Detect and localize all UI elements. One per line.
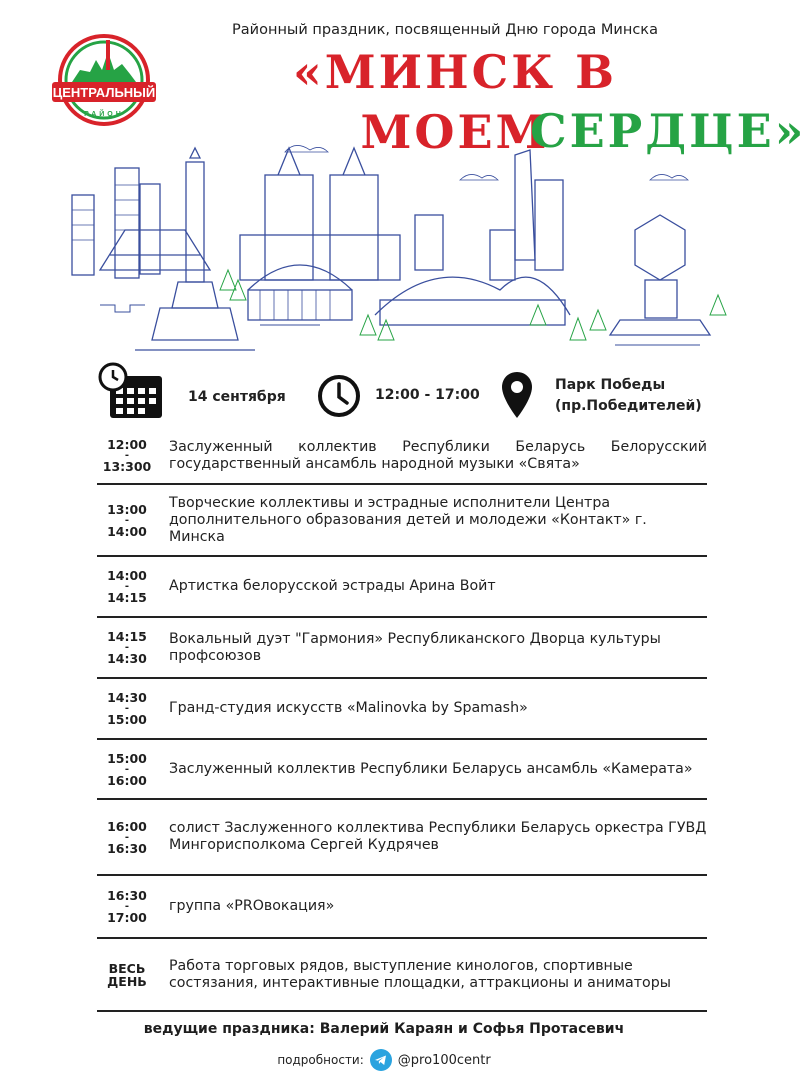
- schedule-row: [97, 740, 707, 800]
- time-end: 14:15: [107, 590, 147, 605]
- schedule-time: 14:30 - 15:00: [107, 690, 147, 727]
- schedule-table: [97, 428, 707, 1012]
- event-place-name: Парк Победы: [555, 377, 666, 393]
- schedule-description: Творческие коллективы и эстрадные исполнители Центра дополнительного образования детей и молодежи «Контакт» г. Минска: [169, 494, 647, 545]
- time-start: 15:00: [107, 750, 147, 766]
- schedule-time: 16:30 - 17:00: [107, 888, 147, 925]
- time-end: 16:00: [107, 772, 147, 788]
- schedule-description: Заслуженный коллектив Республики Беларусь Белорусский государственный ансамбль народной музыки «Свята»: [169, 438, 707, 472]
- time-end: 14:00: [107, 523, 147, 539]
- schedule-time: 16:00 - 16:30: [107, 818, 147, 856]
- time-end: 16:30: [107, 840, 147, 856]
- time-end: 13:300: [102, 459, 152, 474]
- schedule-row: [97, 876, 707, 939]
- district-logo: [50, 30, 158, 130]
- event-title-line1: «МИНСК В МОЕМ: [293, 45, 617, 159]
- clock-icon: [316, 373, 362, 419]
- event-hosts: ведущие праздника: Валерий Караян и Софья Протасевич: [143, 1021, 625, 1037]
- time-start: 14:30: [107, 690, 147, 705]
- schedule-row: [97, 800, 707, 876]
- schedule-description: Гранд-студия искусств «Malinovka by Spamash»: [169, 700, 528, 716]
- schedule-time: [97, 962, 157, 988]
- telegram-handle-link[interactable]: @pro100centr: [397, 1052, 491, 1068]
- schedule-time: 13:00 - 14:00: [107, 501, 147, 539]
- allday-label1: ВЕСЬ: [108, 960, 146, 976]
- event-title-line2: СЕРДЦЕ»: [530, 104, 806, 158]
- minsk-skyline-illustration: [60, 140, 750, 365]
- event-date: 14 сентября: [188, 389, 286, 405]
- logo-subtext: РАЙОН: [84, 111, 124, 118]
- event-place-address: (пр.Победителей): [555, 398, 702, 414]
- schedule-row-allday: [97, 939, 707, 1012]
- calendar-clock-icon: [98, 362, 164, 420]
- schedule-description: Вокальный дуэт "Гармония» Республиканского Дворца культуры профсоюзов: [169, 630, 661, 664]
- schedule-description: группа «PROвокация»: [169, 898, 335, 914]
- event-subtitle: Районный праздник, посвященный Дню города Минска: [232, 22, 658, 38]
- more-info: [0, 1049, 768, 1071]
- allday-label2: ДЕНЬ: [107, 973, 147, 989]
- schedule-description: Артистка белорусской эстрады Арина Войт: [169, 578, 496, 594]
- schedule-row: [97, 618, 707, 679]
- logo-text: ЦЕНТРАЛЬНЫЙ: [52, 85, 156, 100]
- schedule-row: [97, 428, 707, 485]
- schedule-row: [97, 485, 707, 557]
- more-info-label: подробности:: [277, 1053, 364, 1067]
- schedule-time: 12:00 - 13:300: [102, 437, 152, 474]
- time-end: 14:30: [107, 651, 147, 666]
- schedule-description: солист Заслуженного коллектива Республики Беларусь оркестра ГУВД Мингорисполкома Сергей Кудрячев: [169, 820, 707, 853]
- location-pin-icon: [500, 370, 534, 420]
- event-time: 12:00 - 17:00: [375, 387, 480, 403]
- schedule-row: [97, 557, 707, 618]
- schedule-time: 14:15 - 14:30: [107, 629, 147, 666]
- schedule-row: [97, 679, 707, 740]
- time-end: 15:00: [107, 712, 147, 727]
- time-start: 13:00: [107, 501, 147, 517]
- schedule-time: 15:00 - 16:00: [107, 750, 147, 788]
- time-start: 14:15: [107, 629, 147, 644]
- time-start: 14:00: [107, 568, 147, 583]
- time-start: 16:30: [107, 888, 147, 903]
- time-start: 12:00: [107, 437, 147, 452]
- schedule-time: 14:00 - 14:15: [107, 568, 147, 605]
- telegram-icon[interactable]: [370, 1049, 392, 1071]
- schedule-description: Заслуженный коллектив Республики Беларусь ансамбль «Камерата»: [169, 760, 693, 777]
- time-end: 17:00: [107, 910, 147, 925]
- schedule-description: Работа торговых рядов, выступление кинологов, спортивные состязания, интерактивные площадки, аттракционы и аниматоры: [169, 957, 671, 991]
- time-start: 16:00: [107, 818, 147, 834]
